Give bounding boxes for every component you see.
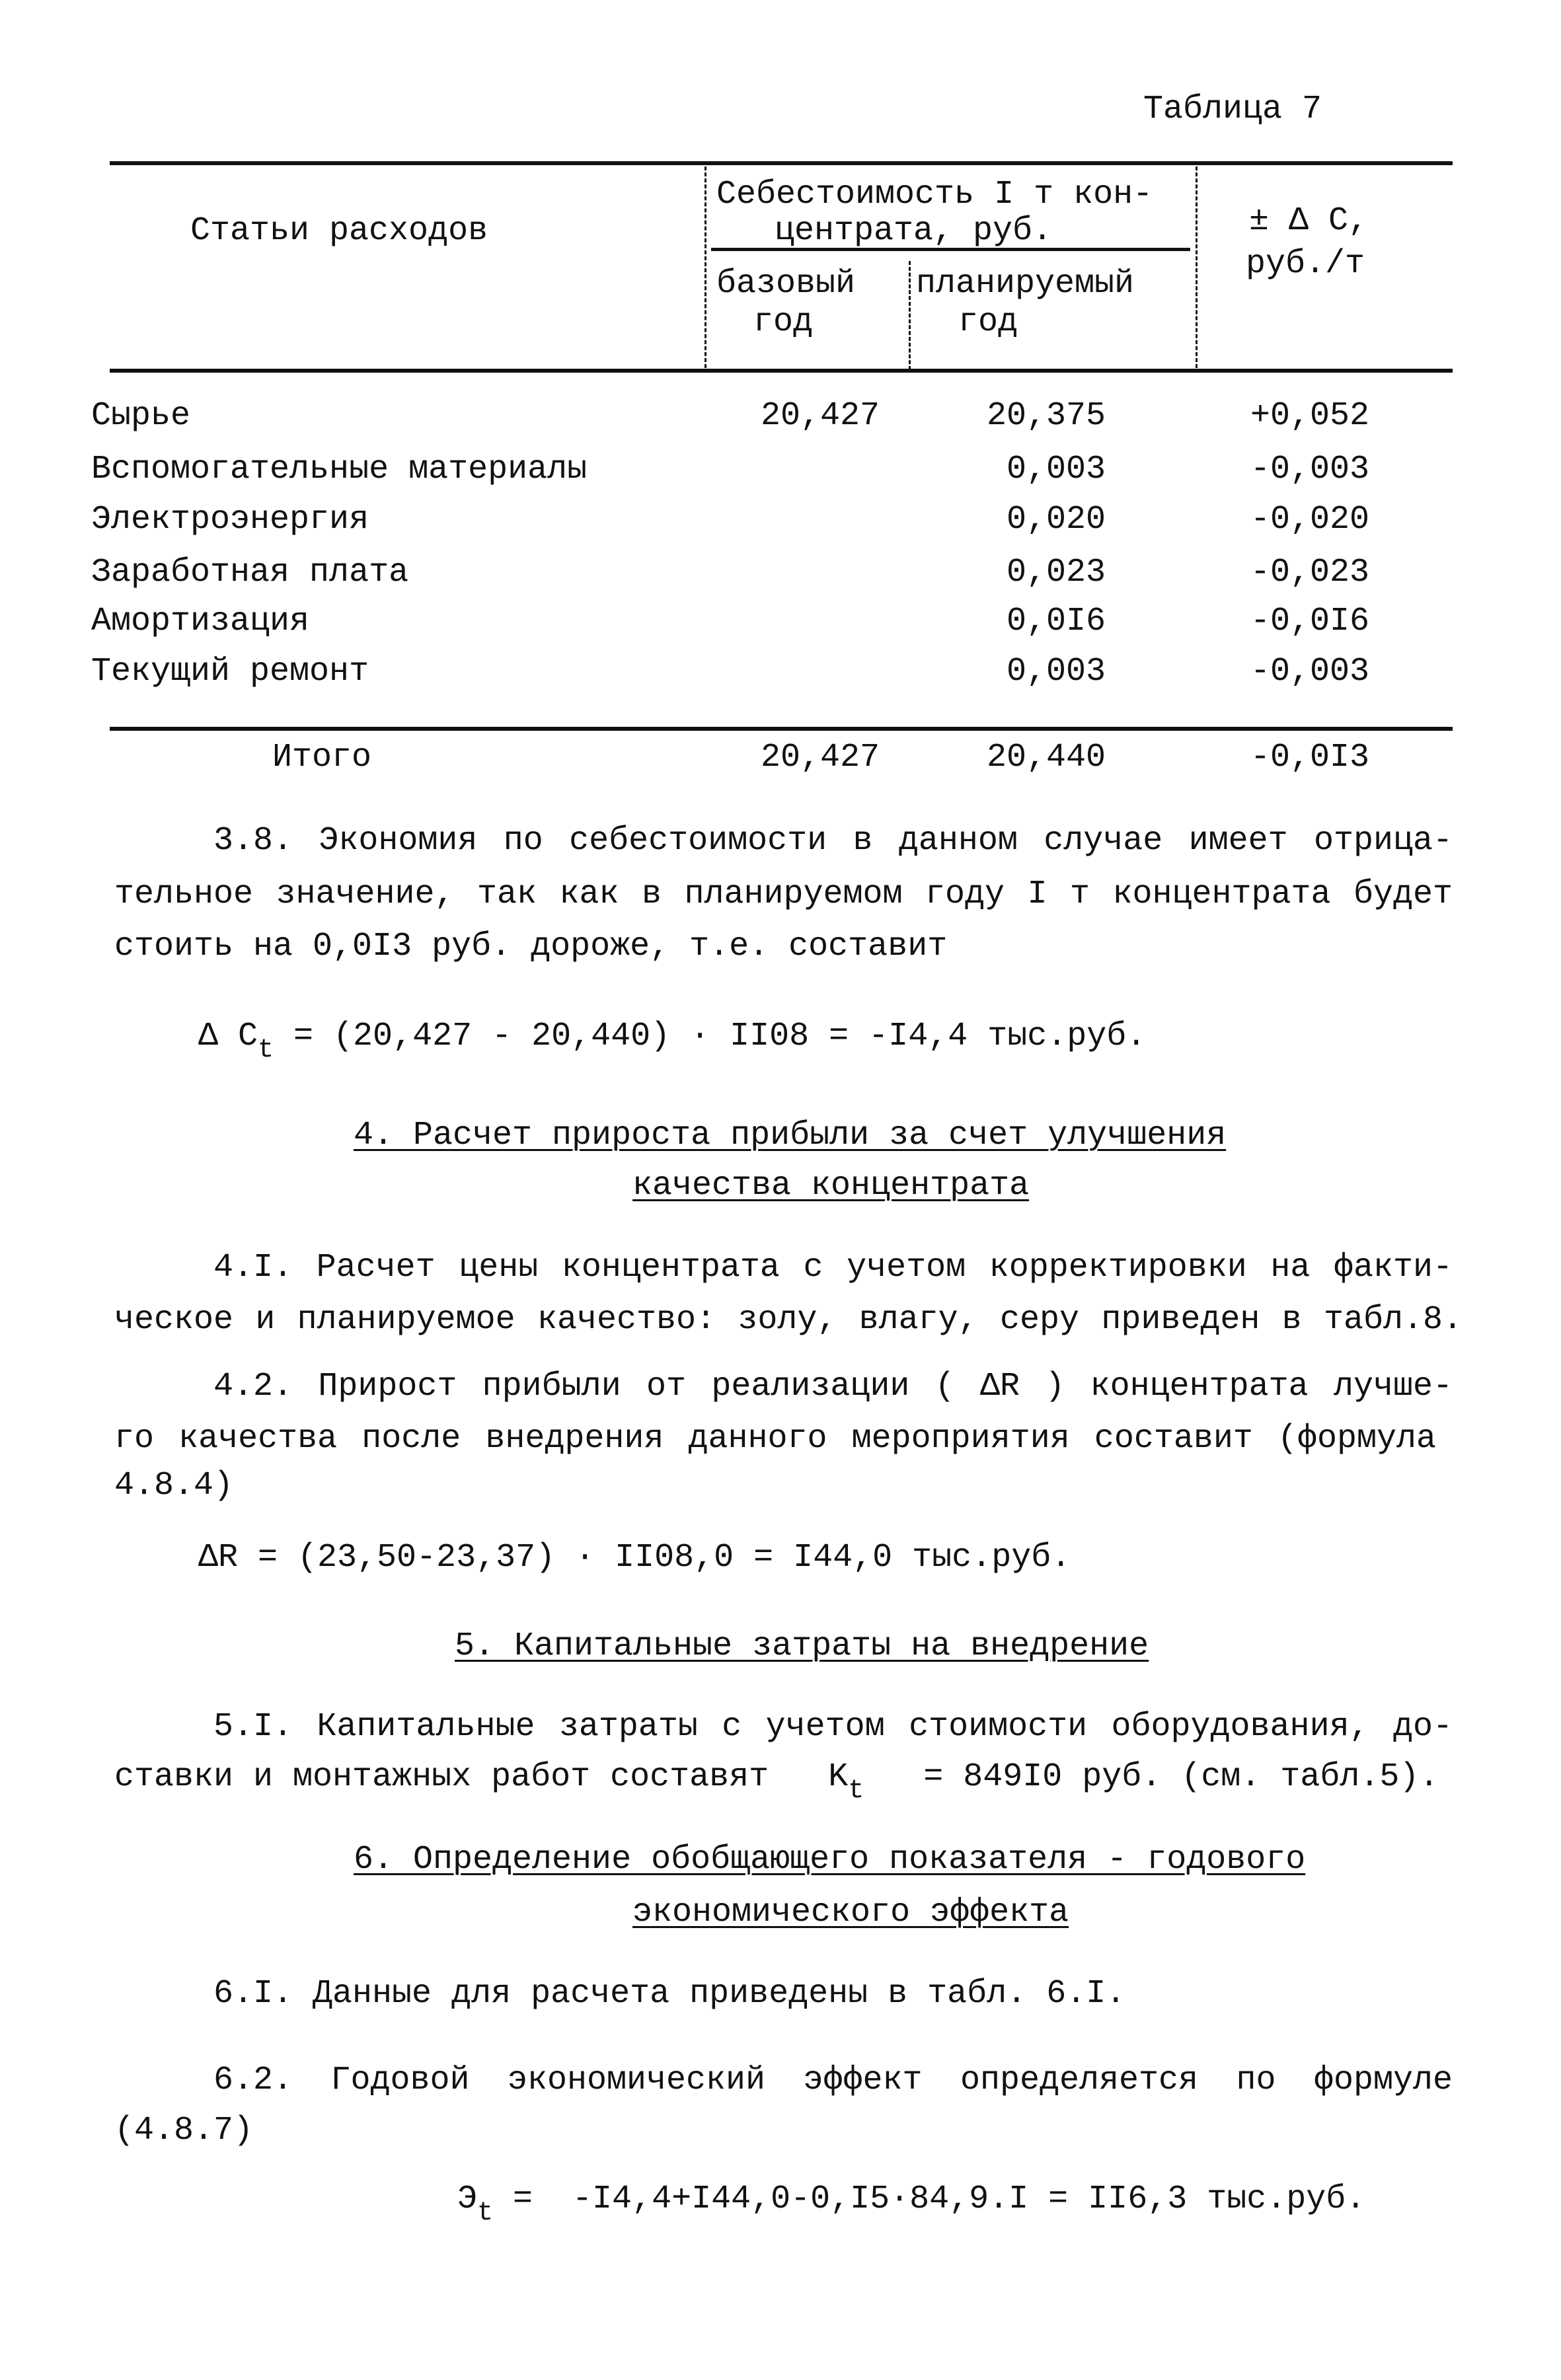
header-item: Статьи расходов	[190, 212, 488, 250]
row-delta: -0,003	[1250, 451, 1369, 488]
row-item: Вспомогательные материалы	[91, 451, 588, 488]
row-item: Заработная плата	[91, 554, 409, 591]
total-rule	[110, 727, 1453, 731]
header-plan: планируемый	[916, 265, 1135, 303]
formula-expression: = -I4,4+I44,0-0,I5·84,9.I = II6,3 тыс.руб.	[493, 2180, 1366, 2218]
section-4-heading-2: качества концентрата	[632, 1167, 1030, 1205]
row-delta: -0,0I6	[1250, 603, 1369, 640]
para-5-1-line	[114, 1758, 1439, 1811]
row-delta: -0,023	[1250, 554, 1369, 591]
row-base: 20,427	[760, 397, 880, 435]
row-delta: -0,003	[1250, 653, 1369, 690]
row-delta: -0,020	[1250, 501, 1369, 539]
column-divider	[909, 261, 911, 370]
row-plan: 0,003	[1006, 451, 1106, 488]
row-plan: 0,003	[1006, 653, 1106, 690]
header-delta-2: руб./т	[1246, 245, 1365, 283]
k-symbol: K	[828, 1758, 849, 1796]
formula-symbol: Δ C	[198, 1018, 258, 1055]
header-cost-2: центрата, руб.	[775, 212, 1053, 250]
para-4-2-line: 4.2. Прирост прибыли от реализации ( ΔR ) концентрата лучше-	[213, 1368, 1453, 1405]
row-item: Амортизация	[91, 603, 310, 640]
header-bottom-rule	[110, 369, 1453, 373]
row-plan: 0,023	[1006, 554, 1106, 591]
k-subscript: t	[848, 1776, 864, 1806]
para-6-1: 6.I. Данные для расчета приведены в табл. 6.I.	[213, 1975, 1126, 2013]
row-item: Электроэнергия	[91, 501, 369, 539]
para-4-2-line: го качества после внедрения данного мероприятия составит (формула	[114, 1420, 1436, 1458]
total-label: Итого	[272, 739, 372, 776]
formula-subscript: t	[477, 2198, 494, 2228]
header-base-2: год	[753, 303, 814, 341]
row-plan: 0,0I6	[1006, 603, 1106, 640]
row-item: Сырье	[91, 397, 191, 435]
table-top-rule	[110, 161, 1453, 165]
header-plan-2: год	[958, 303, 1018, 341]
row-item: Текущий ремонт	[91, 653, 369, 690]
formula-symbol: Э	[457, 2180, 478, 2218]
formula-annual-effect	[457, 2180, 1365, 2233]
header-cost: Себестоимость I т кон-	[716, 176, 1153, 213]
formula-delta-r: ΔR = (23,50-23,37) · II08,0 = I44,0 тыс.руб.	[198, 1539, 1071, 1577]
text: = 849I0 руб. (см. табл.5).	[923, 1758, 1439, 1796]
total-delta: -0,0I3	[1250, 739, 1369, 776]
column-divider	[704, 167, 706, 368]
row-plan: 0,020	[1006, 501, 1106, 539]
para-6-2-line: (4.8.7)	[114, 2112, 254, 2149]
formula-subscript: t	[258, 1035, 274, 1065]
header-delta: ± Δ С,	[1249, 202, 1369, 240]
formula-expression: = (20,427 - 20,440) · II08 = -I4,4 тыс.руб.	[274, 1018, 1147, 1055]
header-base: базовый	[716, 265, 856, 303]
para-6-2-line: 6.2. Годовой экономический эффект определяется по формуле	[213, 2062, 1453, 2099]
para-4-2-line: 4.8.4)	[114, 1467, 234, 1505]
para-3-8-line: стоить на 0,0I3 руб. дороже, т.е. составит	[114, 928, 948, 965]
table-caption: Таблица 7	[1143, 91, 1322, 128]
section-6-heading: 6. Определение обобщающего показателя - годового	[354, 1841, 1306, 1878]
section-5-heading: 5. Капитальные затраты на внедрение	[455, 1627, 1149, 1665]
para-3-8-line: 3.8. Экономия по себестоимости в данном случае имеет отрица-	[213, 822, 1453, 860]
row-delta: +0,052	[1250, 397, 1369, 435]
section-4-heading: 4. Расчет прироста прибыли за счет улучшения	[354, 1117, 1227, 1154]
formula-delta-c	[198, 1017, 1146, 1070]
row-plan: 20,375	[986, 397, 1106, 435]
total-base: 20,427	[760, 739, 880, 776]
column-divider	[1196, 167, 1198, 368]
text: ставки и монтажных работ составят	[114, 1758, 769, 1796]
total-plan: 20,440	[986, 739, 1106, 776]
section-6-heading-2: экономического эффекта	[632, 1894, 1069, 1931]
para-4-1-line: ческое и планируемое качество: золу, влагу, серу приведен в табл.8.	[114, 1301, 1463, 1339]
para-4-1-line: 4.I. Расчет цены концентрата с учетом корректировки на факти-	[213, 1249, 1453, 1286]
para-3-8-line: тельное значение, так как в планируемом году I т концентрата будет	[114, 875, 1453, 913]
para-5-1-line: 5.I. Капитальные затраты с учетом стоимости оборудования, до-	[213, 1708, 1453, 1746]
